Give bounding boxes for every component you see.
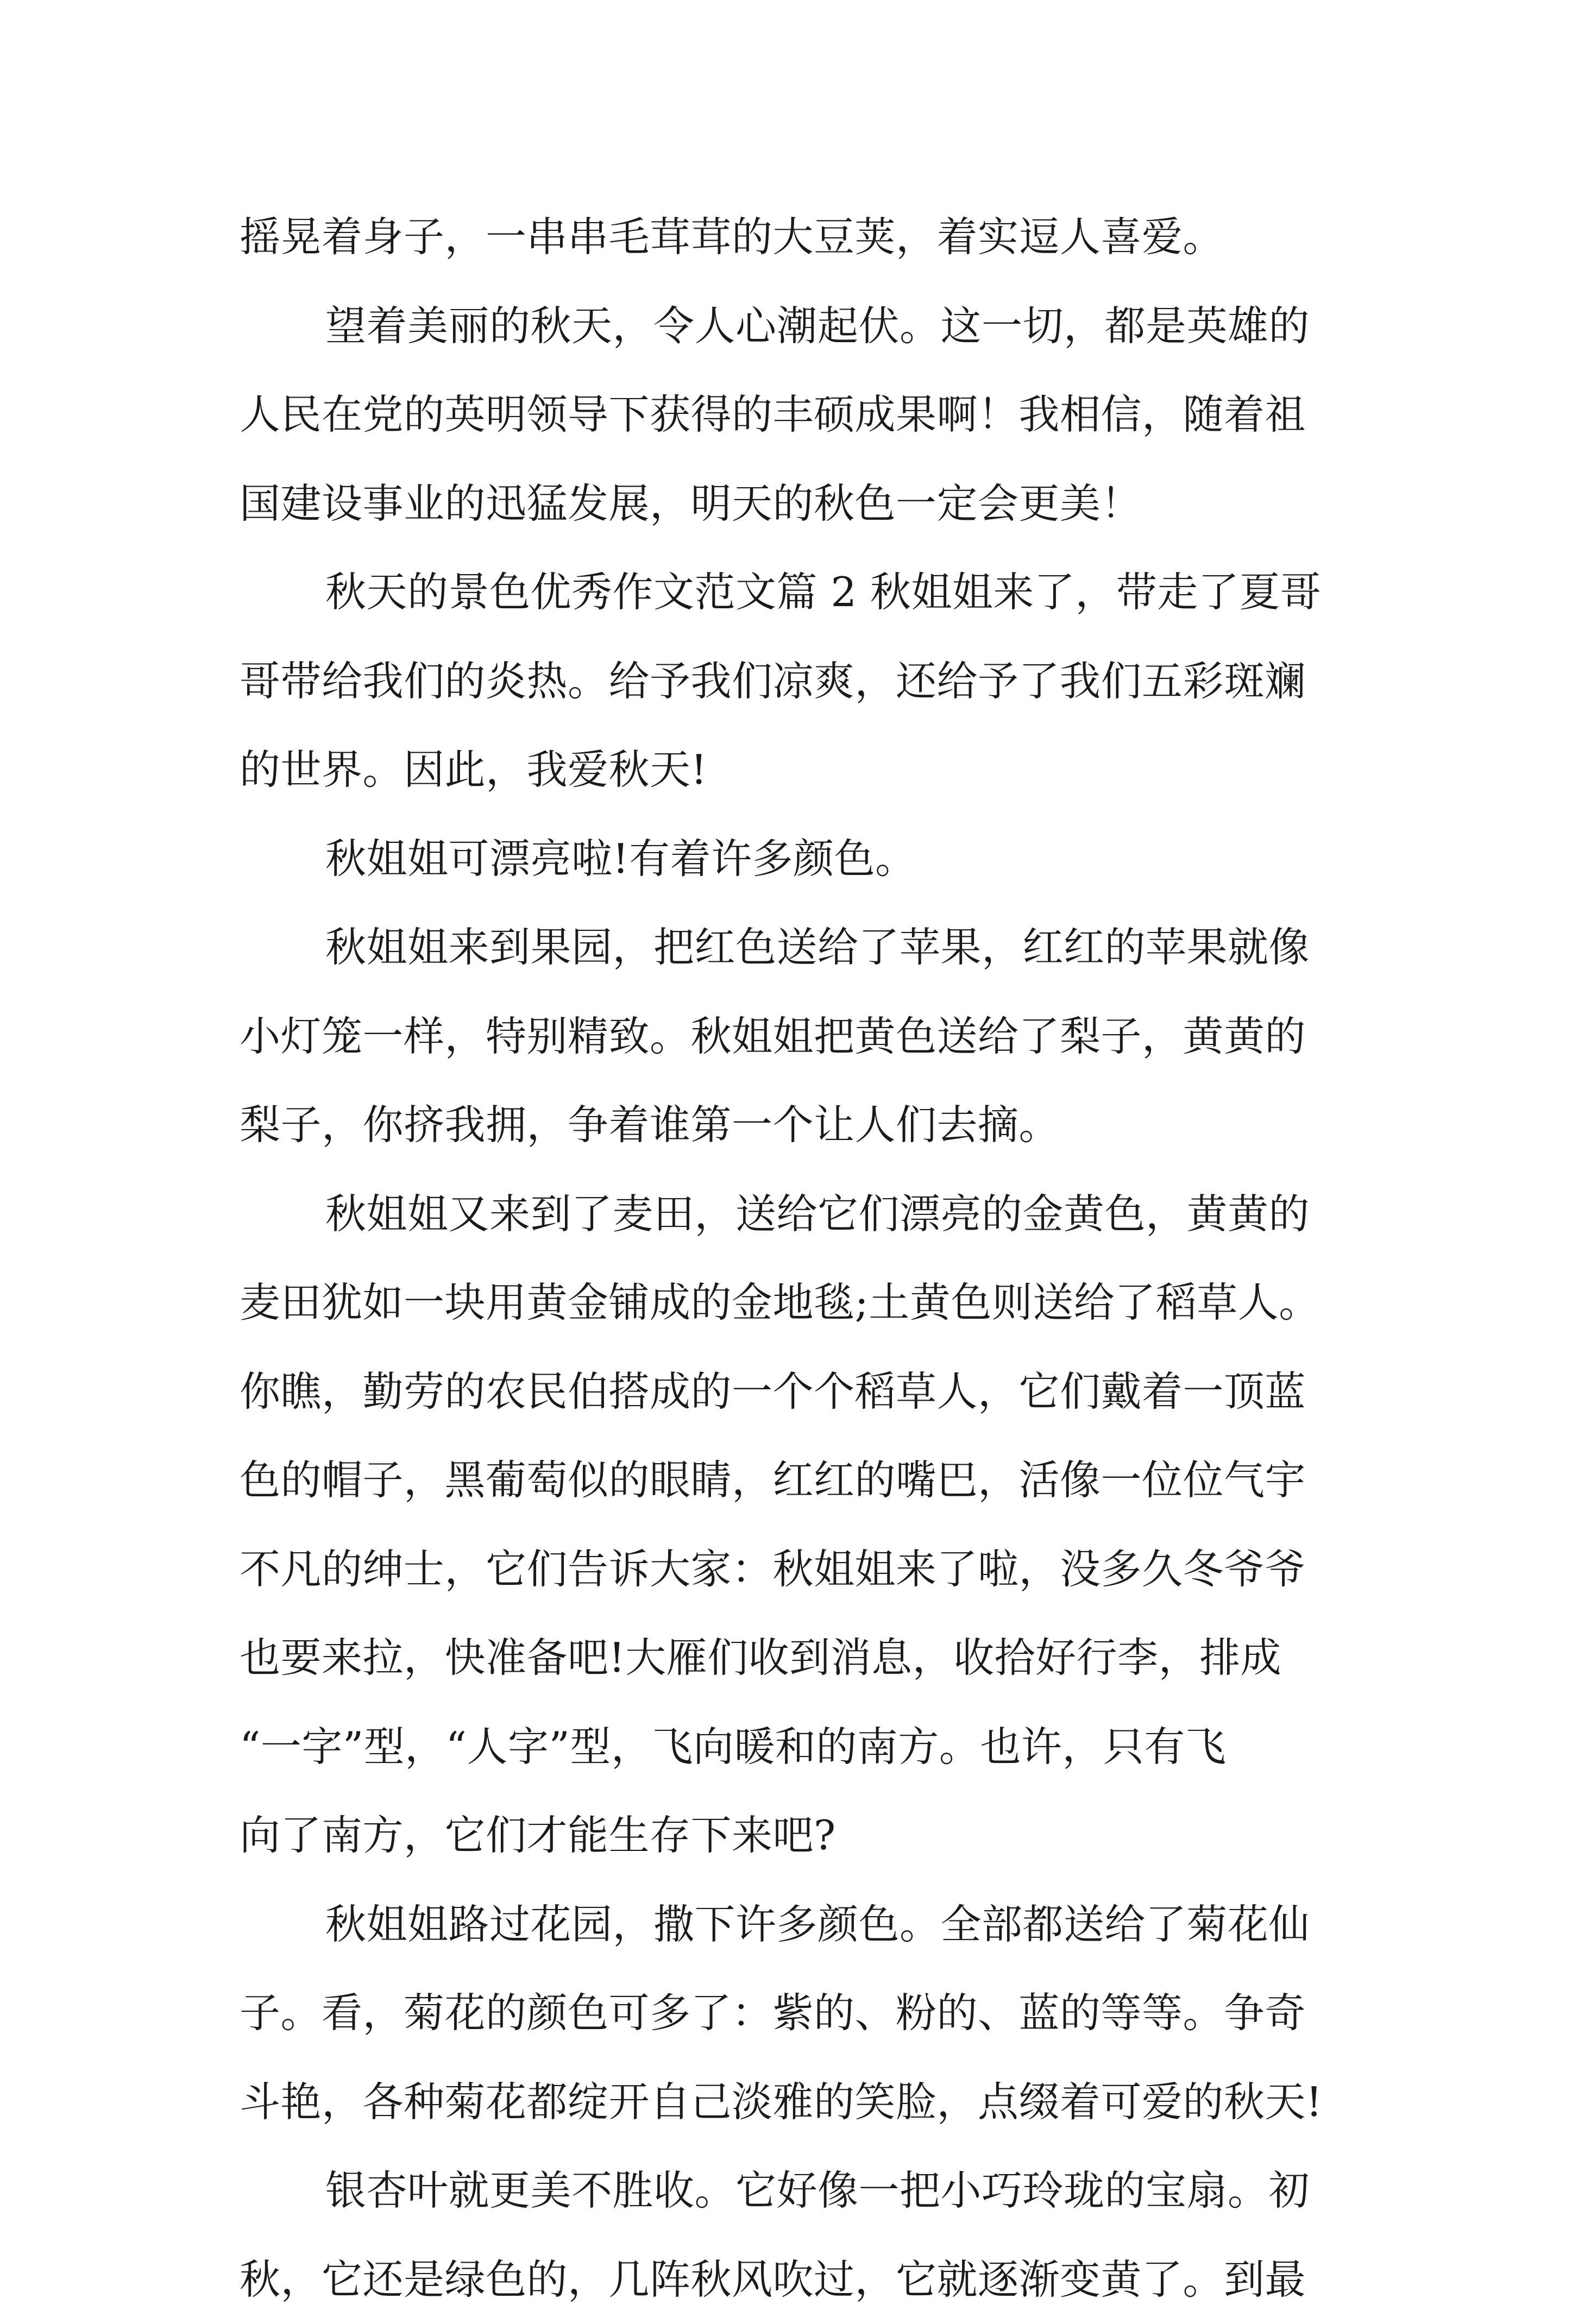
text-line: 秋天的景色优秀作文范文篇 2 秋姐姐来了，带走了夏哥 <box>240 548 1350 637</box>
text-line: 人民在党的英明领导下获得的丰硕成果啊！我相信，随着祖 <box>240 370 1350 459</box>
essay-body <box>240 193 1350 2324</box>
text-line: “一字”型，“人字”型，飞向暖和的南方。也许，只有飞 <box>240 1703 1350 1792</box>
text-line: 秋，它还是绿色的，几阵秋风吹过，它就逐渐变黄了。到最 <box>240 2235 1350 2324</box>
text-line: 色的帽子，黑葡萄似的眼睛，红红的嘴巴，活像一位位气宇 <box>240 1436 1350 1525</box>
text-line: 小灯笼一样，特别精致。秋姐姐把黄色送给了梨子，黄黄的 <box>240 992 1350 1081</box>
text-line: 秋姐姐来到果园，把红色送给了苹果，红红的苹果就像 <box>240 903 1350 992</box>
text-line: 子。看，菊花的颜色可多了：紫的、粉的、蓝的等等。争奇 <box>240 1969 1350 2058</box>
text-line: 麦田犹如一块用黄金铺成的金地毯;土黄色则送给了稻草人。 <box>240 1258 1350 1347</box>
text-line: 不凡的绅士，它们告诉大家：秋姐姐来了啦，没多久冬爷爷 <box>240 1525 1350 1614</box>
text-line: 的世界。因此，我爱秋天! <box>240 726 1350 815</box>
text-line: 你瞧，勤劳的农民伯搭成的一个个稻草人，它们戴着一顶蓝 <box>240 1347 1350 1437</box>
text-line: 秋姐姐又来到了麦田，送给它们漂亮的金黄色，黄黄的 <box>240 1170 1350 1259</box>
text-line: 斗艳，各种菊花都绽开自己淡雅的笑脸，点缀着可爱的秋天! <box>240 2058 1350 2147</box>
text-line: 摇晃着身子，一串串毛茸茸的大豆荚，着实逗人喜爱。 <box>240 193 1350 282</box>
text-line: 哥带给我们的炎热。给予我们凉爽，还给予了我们五彩斑斓 <box>240 637 1350 726</box>
text-line: 向了南方，它们才能生存下来吧? <box>240 1791 1350 1880</box>
text-line: 也要来拉，快准备吧!大雁们收到消息，收拾好行李，排成 <box>240 1614 1350 1703</box>
text-line: 银杏叶就更美不胜收。它好像一把小巧玲珑的宝扇。初 <box>240 2146 1350 2235</box>
text-line: 秋姐姐可漂亮啦!有着许多颜色。 <box>240 815 1350 904</box>
text-line: 秋姐姐路过花园，撒下许多颜色。全部都送给了菊花仙 <box>240 1880 1350 1969</box>
text-line: 望着美丽的秋天，令人心潮起伏。这一切，都是英雄的 <box>240 282 1350 371</box>
text-line: 国建设事业的迅猛发展，明天的秋色一定会更美！ <box>240 459 1350 549</box>
text-line: 梨子，你挤我拥，争着谁第一个让人们去摘。 <box>240 1081 1350 1170</box>
